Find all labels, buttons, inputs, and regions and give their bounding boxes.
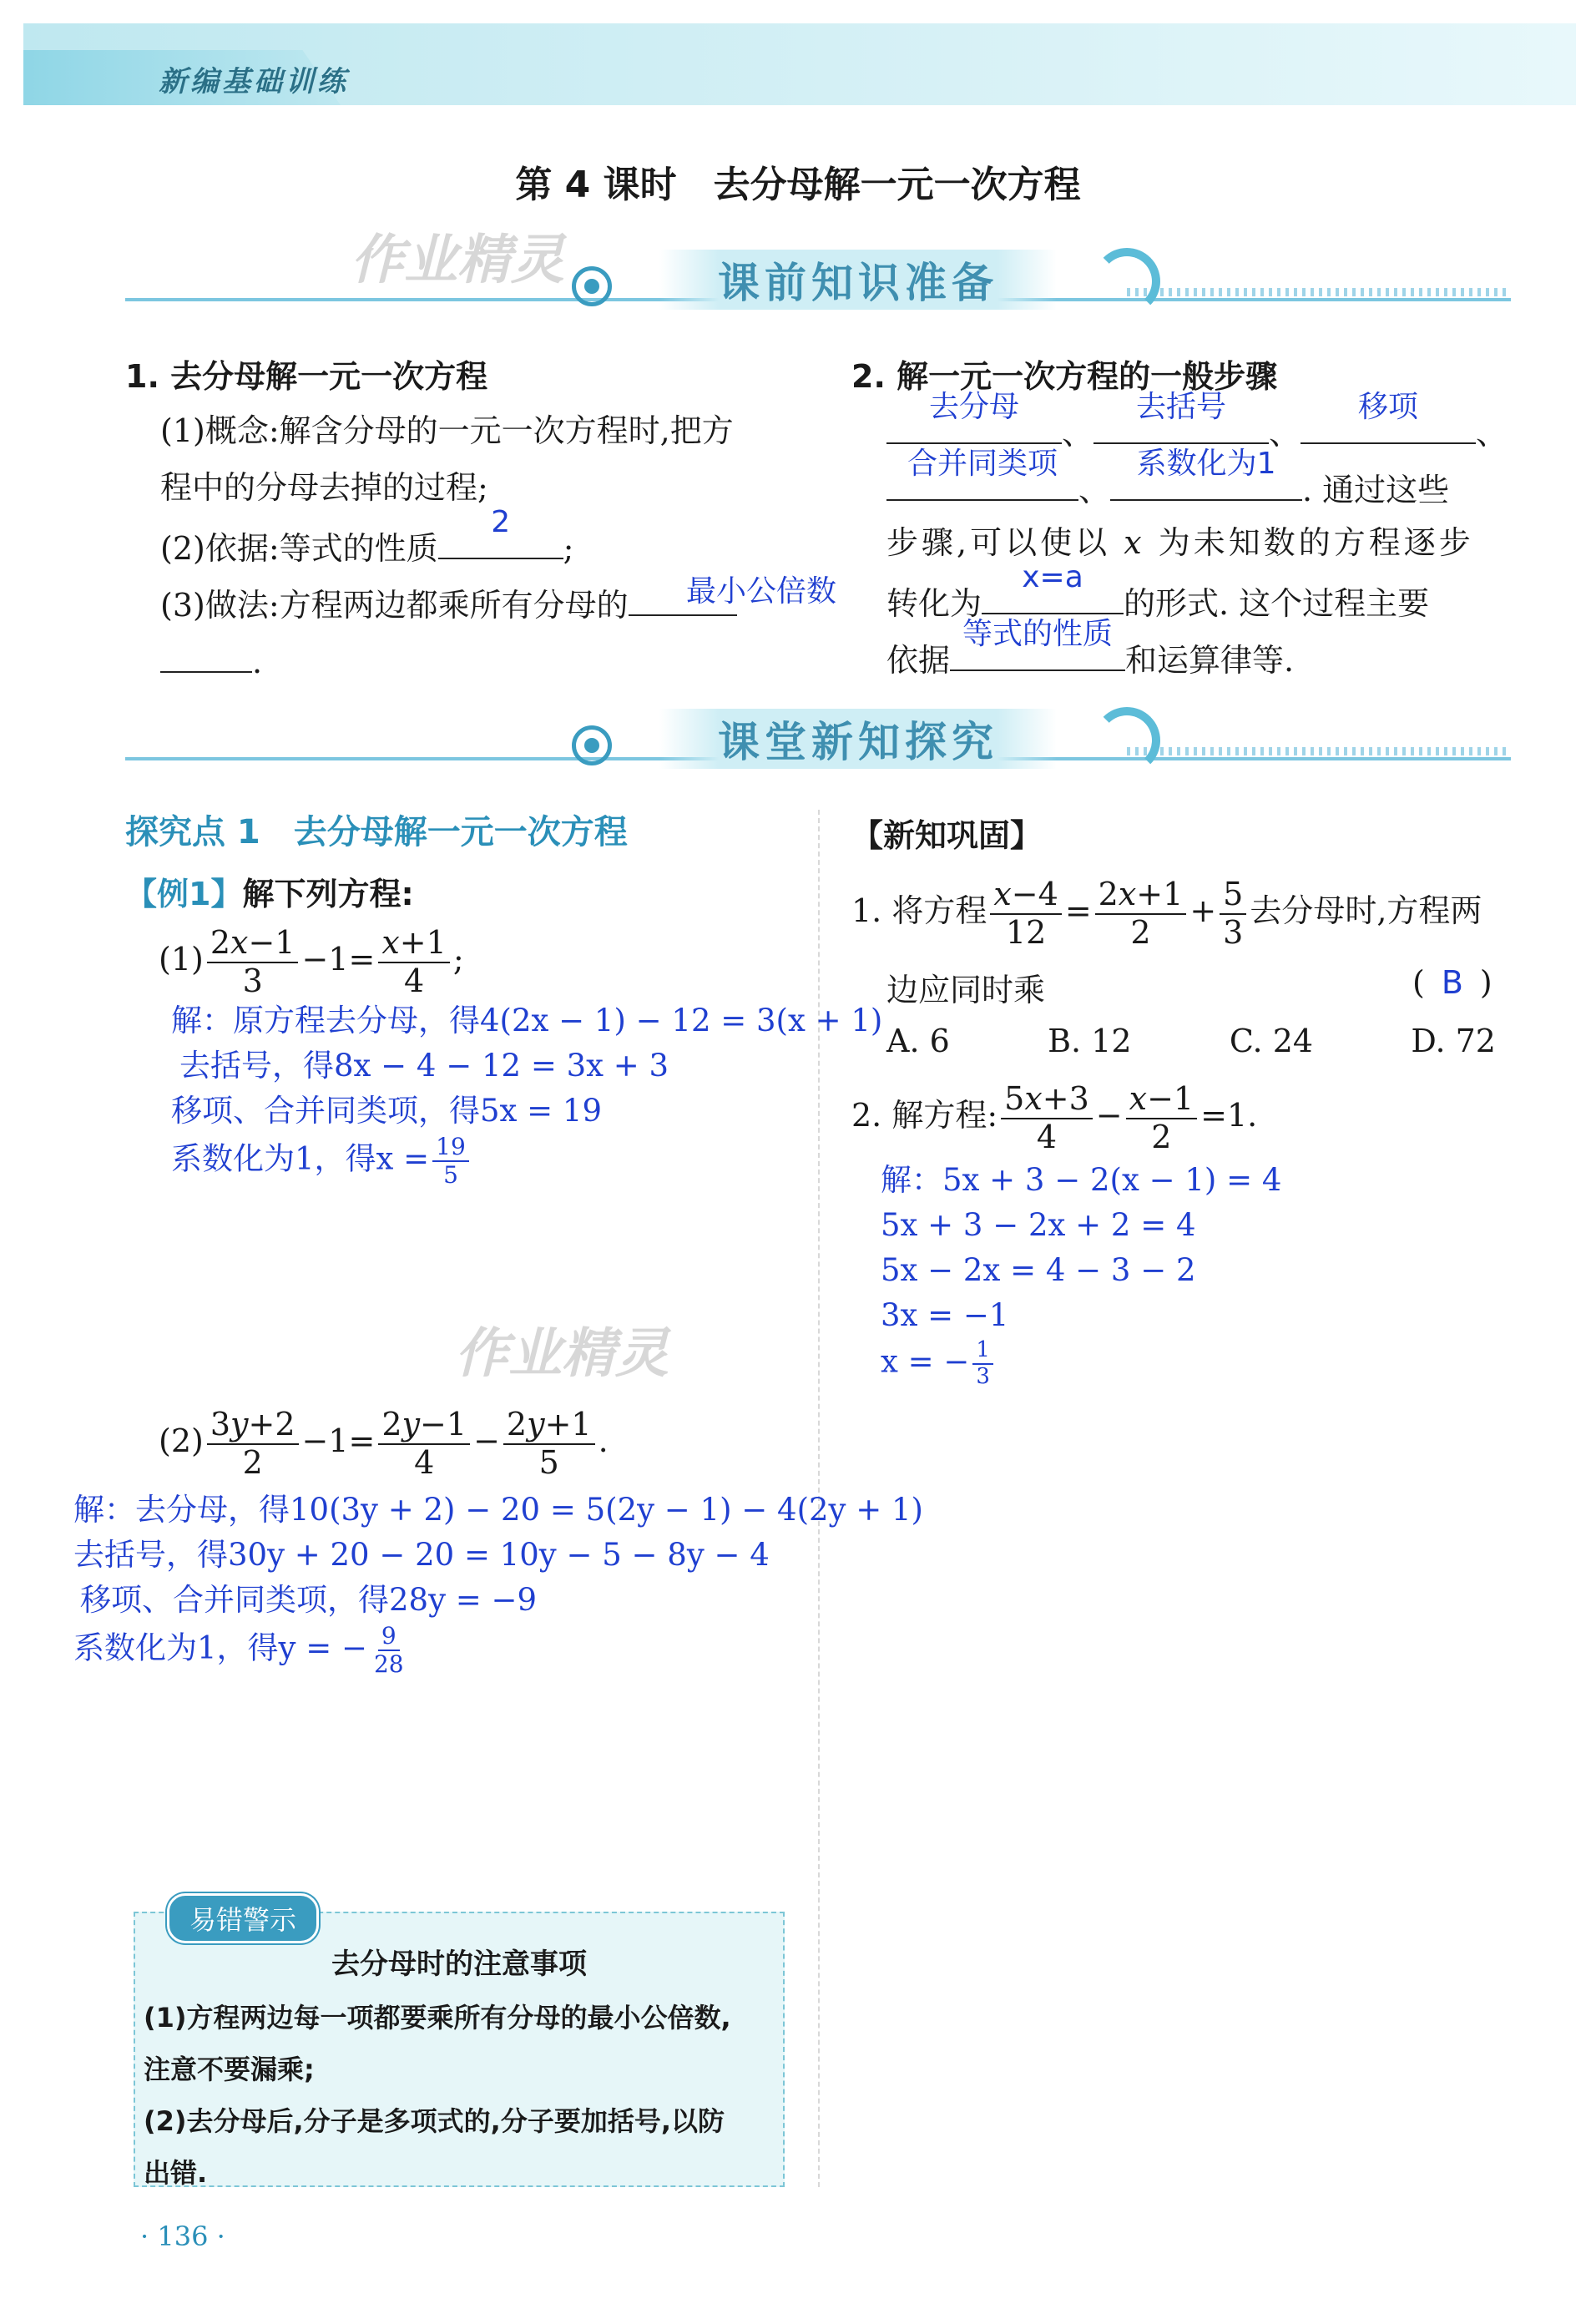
answer-choice-value: B	[1441, 964, 1463, 1001]
solution-1-line	[171, 1134, 882, 1189]
solution-1	[171, 998, 882, 1189]
steps-text-a: . 通过这些	[1302, 472, 1450, 508]
option-c: C. 24	[1229, 1023, 1314, 1059]
solution-1-line: 去括号，得8x − 4 − 12 = 3x + 3	[179, 1048, 669, 1084]
warning-line: (1)方程两边每一项都要乘所有分母的最小公倍数,	[144, 2002, 731, 2034]
watermark: 作业精灵	[455, 1323, 669, 1385]
solution-1-text: 系数化为1，得x =	[171, 1140, 430, 1177]
swirl-icon	[1093, 248, 1160, 315]
frac-num: 1	[972, 1338, 993, 1365]
consolidate-solution	[881, 1158, 1281, 1390]
warning-tag: 易错警示	[167, 1893, 319, 1943]
blank-answer: 去括号	[1136, 390, 1227, 424]
equation-2: (2) $\frac{3y+2}{2}$ −1= $\frac{2y-1}{4}$ − $\frac{2y+1}{5}$ .	[159, 1406, 609, 1481]
pre-q1-method-cont: .	[160, 629, 262, 690]
frac-den: 3	[976, 1363, 990, 1389]
blank-answer: 2	[491, 505, 511, 539]
solution-2-line: 移项、合并同类项，得28y = −9	[80, 1582, 538, 1618]
consolidate-q2: 2. 解方程: $\frac{5x+3}{4}$ − $\frac{x-1}{2}$ =1.	[851, 1080, 1258, 1155]
steps-line-2: 合并同类项 、 系数化为1 . 通过这些	[886, 457, 1449, 518]
blank-answer: 合并同类项	[907, 447, 1058, 481]
consolidate-solution-line: 5x + 3 − 2x + 2 = 4	[881, 1207, 1196, 1243]
section-title-class: 课堂新知探究	[659, 709, 1057, 769]
option-a: A. 6	[886, 1023, 950, 1059]
consolidate-q2-suffix: =1.	[1200, 1097, 1258, 1134]
steps-line-3: 步骤,可以使以 x 为未知数的方程逐步	[886, 524, 1474, 561]
pre-q1-method	[160, 573, 737, 634]
blank	[160, 629, 252, 673]
frac-den: 28	[373, 1650, 404, 1679]
consolidate-solution-line: 解：5x + 3 − 2(x − 1) = 4	[881, 1162, 1282, 1198]
blank-answer: x=a	[1022, 560, 1083, 594]
section-bar-class	[125, 714, 1511, 772]
consolidate-solution-line: 5x − 2x = 4 − 3 − 2	[881, 1252, 1196, 1288]
consolidate-solution-line: 3x = −1	[881, 1297, 1009, 1333]
solution-2-line	[73, 1623, 923, 1678]
solution-2	[73, 1488, 923, 1678]
consolidate-q1: 1. 将方程 $\frac{x-4}{12}$ = $\frac{2x+1}{2}$ + $\frac{5}{3}$ 去分母时,方程两	[851, 876, 1482, 951]
equation-2-label: (2)	[159, 1422, 204, 1460]
pre-q1-concept-b: 程中的分母去掉的过程;	[160, 469, 488, 506]
warning-line: 注意不要漏乘;	[144, 2054, 315, 2085]
solution-1-line: 移项、合并同类项，得5x = 19	[171, 1093, 603, 1129]
blank	[886, 447, 1078, 501]
pre-q2-title: 2. 解一元一次方程的一般步骤	[851, 358, 1278, 395]
frac-num: 9	[378, 1623, 400, 1651]
section-ornament-icon	[572, 725, 612, 765]
pre-q1-concept-a: (1)概念:解含分母的一元一次方程时,把方	[160, 412, 734, 449]
option-b: B. 12	[1048, 1023, 1132, 1059]
answer-choice: ( B )	[1412, 964, 1492, 1001]
pre-q1-method-text: (3)做法:方程两边都乘所有分母的	[160, 587, 629, 624]
frac-num: 19	[432, 1134, 469, 1162]
warning-title: 去分母时的注意事项	[331, 1948, 587, 1981]
warning-lines	[144, 1992, 731, 2199]
blank-answer: 去分母	[928, 390, 1019, 424]
consolidate-q2-prefix: 2. 解方程:	[851, 1097, 998, 1134]
blank	[1110, 447, 1302, 501]
option-d: D. 72	[1411, 1023, 1496, 1059]
section-title-pre: 课前知识准备	[659, 250, 1057, 310]
blank-answer: 系数化为1	[1136, 447, 1276, 481]
swirl-icon	[1093, 707, 1160, 774]
solution-2-text: 系数化为1，得y = −	[73, 1629, 367, 1666]
pre-q1-basis: (2)依据:等式的性质 2 ;	[160, 516, 573, 577]
lesson-title: 第 4 课时 去分母解一元一次方程	[515, 164, 1081, 206]
steps-text-b2: 为未知数的方程逐步	[1158, 524, 1474, 561]
equation-1: (1) $\frac{2x-1}{3}$ −1= $\frac{x+1}{4}$ ;	[159, 924, 464, 999]
warning-line: (2)去分母后,分子是多项式的,分子要加括号,以防	[144, 2105, 725, 2137]
blank	[950, 617, 1125, 671]
frac-den: 5	[443, 1161, 458, 1190]
pre-q1-basis-text: (2)依据:等式的性质	[160, 530, 438, 567]
explore-title: 探究点 1 去分母解一元一次方程	[125, 813, 628, 851]
section-ornament-icon	[572, 266, 612, 306]
steps-text-c2: 的形式. 这个过程主要	[1124, 585, 1430, 622]
solution-2-line: 去括号，得30y + 20 − 20 = 10y − 5 − 8y − 4	[73, 1537, 770, 1573]
series-title: 新编基础训练	[159, 65, 349, 99]
pre-q1-title: 1. 去分母解一元一次方程	[125, 358, 488, 395]
equation-1-label: (1)	[159, 941, 204, 978]
options-row	[886, 1023, 1538, 1059]
page-number: · 136 ·	[140, 2220, 225, 2252]
solution-1-line: 解：原方程去分母，得4(2x − 1) − 12 = 3(x + 1)	[171, 1003, 883, 1038]
example-tag: 【例1】	[125, 876, 243, 912]
watermark: 作业精灵	[351, 230, 564, 291]
steps-text-b: 步骤,可以使以	[886, 524, 1111, 561]
steps-line-5	[886, 617, 1295, 689]
consolidate-title: 【新知巩固】	[851, 817, 1043, 854]
blank-answer: 最小公倍数	[686, 574, 837, 609]
steps-text-c: 转化为	[886, 585, 982, 622]
solution-2-line: 解：去分母，得10(3y + 2) − 20 = 5(2y − 1) − 4(2y + 1)	[73, 1492, 923, 1528]
consolidate-q1-line2: 边应同时乘	[886, 972, 1046, 1008]
steps-text-d2: 和运算律等.	[1125, 642, 1295, 679]
blank	[438, 505, 563, 559]
section-bar-pre	[125, 255, 1511, 313]
steps-text-d: 依据	[886, 642, 951, 679]
consolidate-solution-line	[881, 1338, 1281, 1390]
warning-line: 出错.	[144, 2157, 208, 2189]
example-heading	[125, 868, 414, 914]
consolidate-solution-text: x = −	[881, 1343, 970, 1380]
blank	[1301, 390, 1476, 444]
example-text: 解下列方程:	[242, 876, 414, 912]
consolidate-q1-prefix: 1. 将方程	[851, 892, 987, 930]
blank-answer: 等式的性质	[962, 617, 1114, 651]
blank-answer: 移项	[1358, 390, 1419, 424]
steps-line-1: 去分母 、 去括号 、 移项 、	[886, 401, 1508, 462]
consolidate-q1-suffix: 去分母时,方程两	[1250, 892, 1482, 930]
